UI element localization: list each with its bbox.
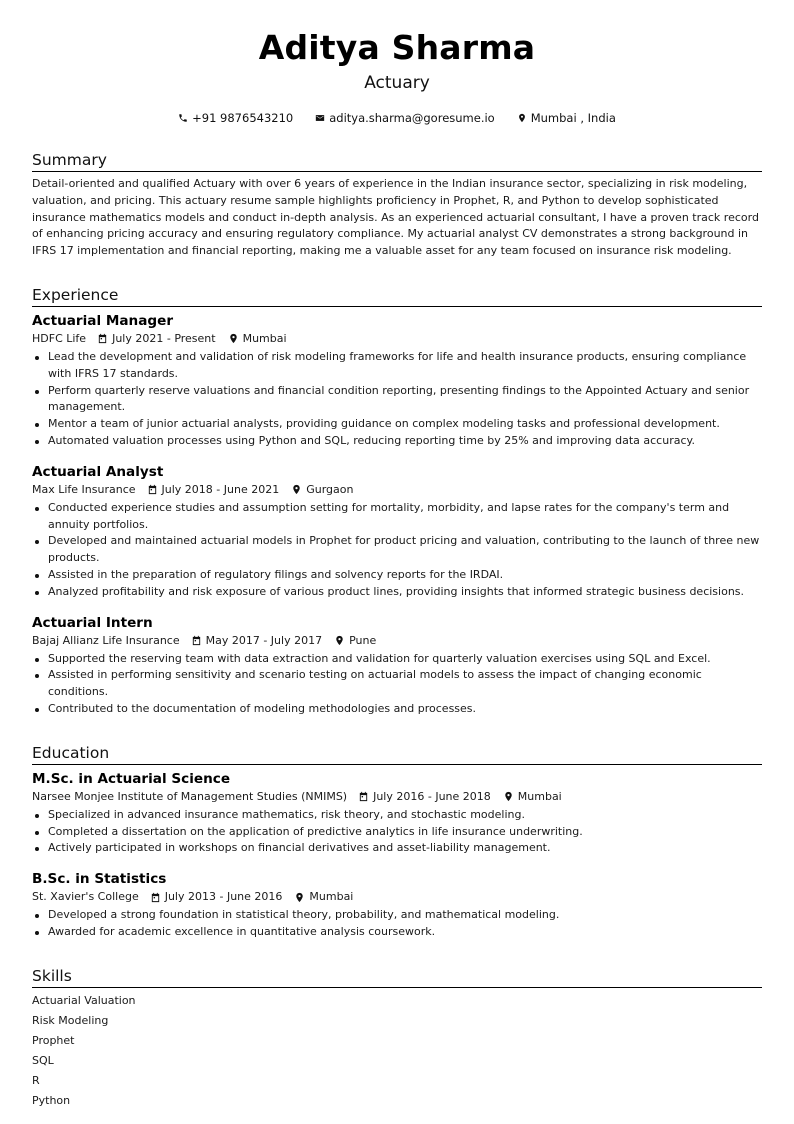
contact-phone[interactable] <box>178 111 293 125</box>
education-entry <box>32 770 762 857</box>
list-item: Analyzed profitability and risk exposure of various product lines, providing insights that informed strategic business decisions. <box>32 584 762 601</box>
calendar-icon <box>97 333 108 344</box>
experience-section <box>32 286 762 718</box>
location-text: Mumbai , India <box>530 111 616 125</box>
job-dates <box>147 482 280 498</box>
list-item: Completed a dissertation on the application of predictive analytics in life insurance underwriting. <box>32 824 762 841</box>
summary-text: Detail-oriented and qualified Actuary with over 6 years of experience in the Indian insurance sector, specializing in risk modeling, valuation, and pricing. This actuary resume sample highlights proficiency in Prophet, R, and Python to develop sophisticated insurance mathematics models and conduct in-depth analysis. As an experienced actuarial consultant, I have a proven track record of enhancing pricing accuracy and ensuring regulatory compliance. My actuarial analyst CV demonstrates a strong background in IFRS 17 implementation and financial reporting, making me a valuable asset for any team focused on insurance risk modeling. <box>32 177 759 258</box>
calendar-icon <box>191 635 202 646</box>
candidate-title: Actuary <box>364 73 430 93</box>
education-entry <box>32 870 762 941</box>
skill-item: R <box>32 1073 40 1087</box>
job-location <box>334 633 376 649</box>
degree-meta <box>32 889 762 905</box>
candidate-name: Aditya Sharma <box>258 28 536 67</box>
list-item: Mentor a team of junior actuarial analysts, providing guidance on complex modeling tasks and professional development. <box>32 416 762 433</box>
map-pin-icon <box>334 635 345 646</box>
dates-text: May 2017 - July 2017 <box>205 633 323 647</box>
skill-item: Actuarial Valuation <box>32 993 136 1007</box>
map-pin-icon <box>228 333 239 344</box>
section-heading-experience: Experience <box>32 286 762 307</box>
school-name: Narsee Monjee Institute of Management Studies (NMIMS) <box>32 789 348 803</box>
skills-list <box>32 991 762 1111</box>
location-text: Mumbai <box>309 890 354 904</box>
job-location <box>228 331 287 347</box>
map-pin-icon <box>517 113 527 123</box>
list-item: Actively participated in workshops on financial derivatives and asset-liability management. <box>32 840 762 857</box>
skill-item: Risk Modeling <box>32 1013 109 1027</box>
list-item: Lead the development and validation of risk modeling frameworks for life and health insurance products, ensuring compliance with IFRS 17 standards. <box>32 349 762 383</box>
degree-title: M.Sc. in Actuarial Science <box>32 770 231 787</box>
experience-entry <box>32 463 762 601</box>
contact-location <box>517 111 616 125</box>
degree-bullets <box>32 907 762 941</box>
degree-meta <box>32 789 762 805</box>
list-item: Developed a strong foundation in statistical theory, probability, and mathematical modeling. <box>32 907 762 924</box>
job-meta <box>32 482 762 498</box>
location-text: Pune <box>349 633 377 647</box>
skill-item: Python <box>32 1093 71 1107</box>
job-bullets <box>32 500 762 601</box>
dates-text: July 2013 - June 2016 <box>164 890 283 904</box>
list-item: Automated valuation processes using Python and SQL, reducing reporting time by 25% and improving data accuracy. <box>32 433 762 450</box>
section-heading-summary: Summary <box>32 151 762 172</box>
contact-bar <box>32 111 762 125</box>
location-text: Mumbai <box>517 789 562 803</box>
list-item: Assisted in performing sensitivity and scenario testing on actuarial models to assess the impact of changing economic conditions. <box>32 667 762 701</box>
map-pin-icon <box>294 892 305 903</box>
degree-bullets <box>32 807 762 857</box>
list-item: Developed and maintained actuarial models in Prophet for product pricing and valuation, contributing to the launch of three new products. <box>32 533 762 567</box>
dates-text: July 2018 - June 2021 <box>161 482 280 496</box>
list-item: Perform quarterly reserve valuations and financial condition reporting, presenting findings to the Appointed Actuary and senior management. <box>32 383 762 417</box>
dates-text: July 2021 - Present <box>112 331 216 345</box>
map-pin-icon <box>503 791 514 802</box>
education-section <box>32 744 762 941</box>
job-bullets <box>32 651 762 718</box>
school-name: St. Xavier's College <box>32 890 139 904</box>
email-text: aditya.sharma@goresume.io <box>329 111 495 125</box>
list-item: Supported the reserving team with data extraction and validation for quarterly valuation exercises using SQL and Excel. <box>32 651 762 668</box>
map-pin-icon <box>291 484 302 495</box>
dates-text: July 2016 - June 2018 <box>373 789 491 803</box>
company-name: HDFC Life <box>32 331 87 345</box>
calendar-icon <box>358 791 369 802</box>
degree-dates <box>358 789 491 805</box>
job-title: Actuarial Intern <box>32 614 153 631</box>
list-item: Specialized in advanced insurance mathematics, risk theory, and stochastic modeling. <box>32 807 762 824</box>
job-dates <box>97 331 216 347</box>
list-item: Awarded for academic excellence in quantitative analysis coursework. <box>32 924 762 941</box>
skill-item: SQL <box>32 1053 54 1067</box>
job-meta <box>32 331 762 347</box>
degree-dates <box>150 889 283 905</box>
section-heading-skills: Skills <box>32 967 762 988</box>
job-bullets <box>32 349 762 450</box>
experience-entry <box>32 614 762 718</box>
company-name: Bajaj Allianz Life Insurance <box>32 633 180 647</box>
list-item: Contributed to the documentation of modeling methodologies and processes. <box>32 701 762 718</box>
location-text: Mumbai <box>242 331 287 345</box>
skill-item: Prophet <box>32 1033 75 1047</box>
calendar-icon <box>147 484 158 495</box>
job-location <box>291 482 353 498</box>
degree-title: B.Sc. in Statistics <box>32 871 167 888</box>
degree-location <box>503 789 562 805</box>
phone-text: +91 9876543210 <box>192 111 294 125</box>
phone-icon <box>178 113 188 123</box>
experience-entry <box>32 312 762 450</box>
job-title: Actuarial Analyst <box>32 463 164 480</box>
summary-section <box>32 151 762 260</box>
job-dates <box>191 633 322 649</box>
job-meta <box>32 633 762 649</box>
contact-email[interactable] <box>315 111 495 125</box>
resume-header <box>32 28 762 125</box>
calendar-icon <box>150 892 161 903</box>
list-item: Conducted experience studies and assumption setting for mortality, morbidity, and lapse rates for the company's term and annuity portfolios. <box>32 500 762 534</box>
envelope-icon <box>315 113 325 123</box>
list-item: Assisted in the preparation of regulatory filings and solvency reports for the IRDAI. <box>32 567 762 584</box>
degree-location <box>294 889 353 905</box>
skills-section <box>32 967 762 1111</box>
section-heading-education: Education <box>32 744 762 765</box>
company-name: Max Life Insurance <box>32 482 136 496</box>
location-text: Gurgaon <box>306 482 354 496</box>
job-title: Actuarial Manager <box>32 312 174 329</box>
